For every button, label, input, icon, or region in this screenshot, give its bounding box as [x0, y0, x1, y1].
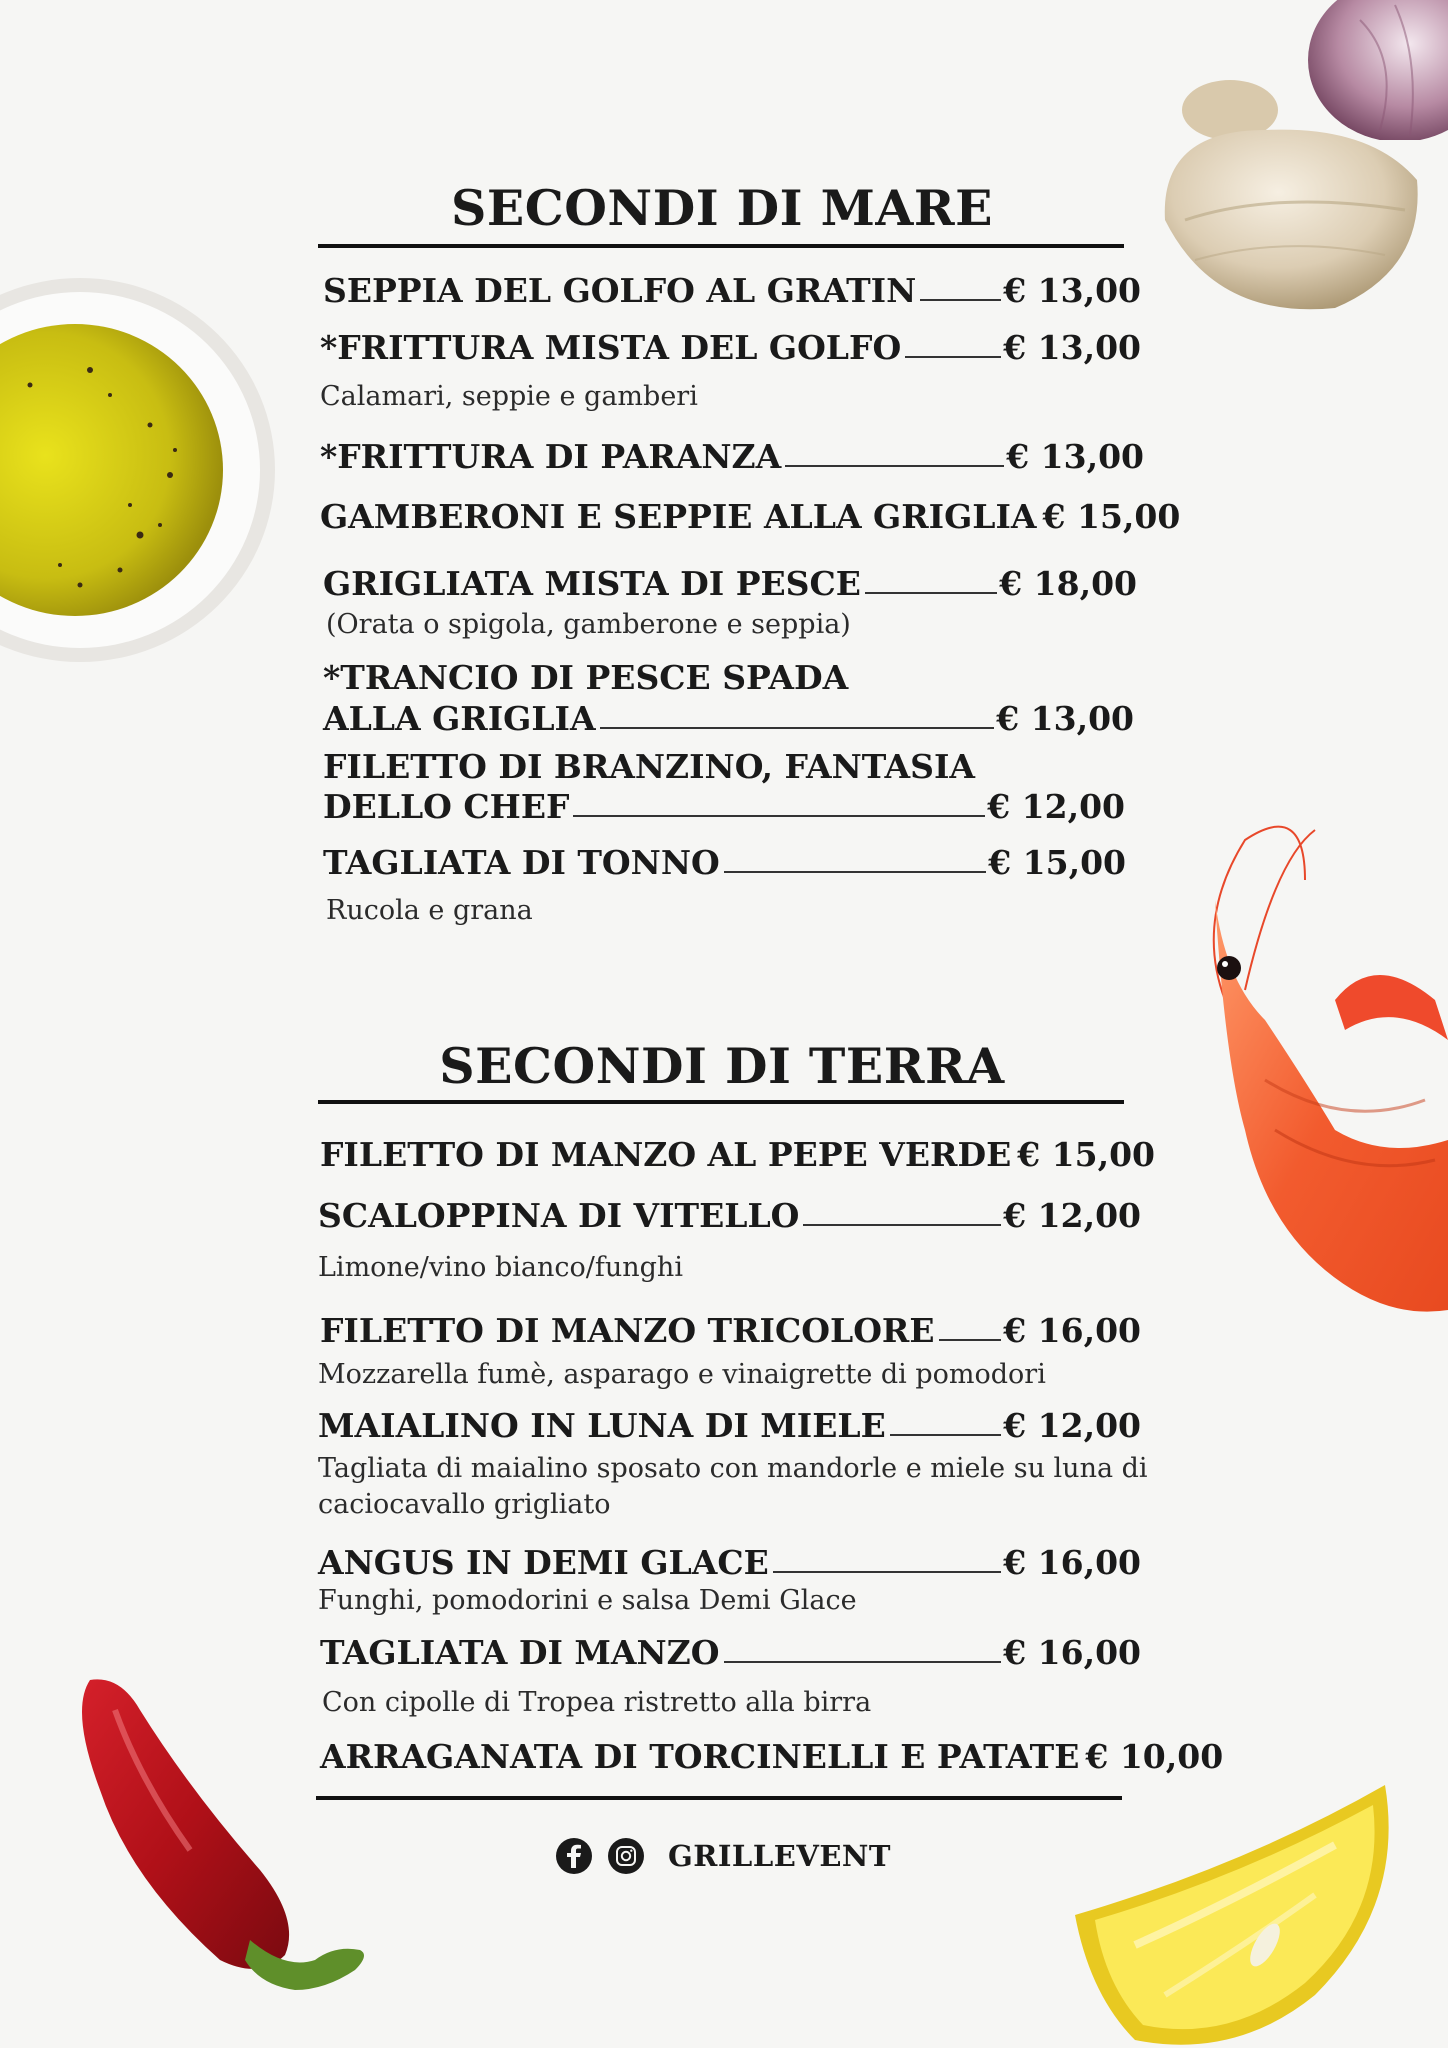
- menu-item: [320, 1737, 1224, 1776]
- item-name: MAIALINO IN LUNA DI MIELE: [318, 1406, 886, 1445]
- item-name: TAGLIATA DI MANZO: [320, 1633, 720, 1672]
- dotted-leader: [939, 1339, 1002, 1341]
- dotted-leader: [773, 1571, 1001, 1573]
- item-price: € 12,00: [987, 787, 1125, 826]
- menu-item: [323, 564, 1137, 603]
- item-name: *FRITTURA DI PARANZA: [320, 437, 782, 476]
- instagram-icon[interactable]: [608, 1838, 644, 1874]
- item-description: Limone/vino bianco/funghi: [318, 1252, 683, 1283]
- item-price: € 13,00: [996, 699, 1134, 738]
- lemon-image: [1075, 1785, 1395, 2048]
- menu-item: [318, 1406, 1141, 1445]
- item-description: (Orata o spigola, gamberone e seppia): [326, 609, 851, 640]
- item-price: € 13,00: [1003, 328, 1141, 367]
- item-name: FILETTO DI MANZO TRICOLORE: [320, 1311, 935, 1350]
- item-description: Calamari, seppie e gamberi: [320, 381, 698, 412]
- item-price: € 12,00: [1003, 1196, 1141, 1235]
- dotted-leader: [724, 871, 986, 873]
- dotted-leader: [905, 356, 1001, 358]
- item-name: GAMBERONI E SEPPIE ALLA GRIGLIA: [320, 497, 1037, 536]
- section-title-terra: SECONDI DI TERRA: [439, 1037, 1005, 1095]
- dotted-leader: [724, 1661, 1002, 1663]
- item-name: ANGUS IN DEMI GLACE: [318, 1543, 769, 1582]
- section-divider: [318, 244, 1124, 248]
- footer-divider: [316, 1796, 1122, 1800]
- item-price: € 16,00: [1003, 1311, 1141, 1350]
- item-description: Funghi, pomodorini e salsa Demi Glace: [318, 1585, 857, 1616]
- menu-item: [323, 843, 1126, 882]
- menu-item: [320, 1633, 1141, 1672]
- menu-item: [323, 787, 1125, 826]
- section-divider: [318, 1100, 1124, 1104]
- item-description: Mozzarella fumè, asparago e vinaigrette di pomodori: [318, 1359, 1046, 1390]
- menu-item: [320, 328, 1141, 367]
- item-price: € 18,00: [999, 564, 1137, 603]
- shrimp-image: [1185, 800, 1448, 1320]
- item-price: € 16,00: [1003, 1633, 1141, 1672]
- item-name: SCALOPPINA DI VITELLO: [318, 1196, 800, 1235]
- menu-item: [320, 1135, 1156, 1174]
- menu-item: [320, 497, 1181, 536]
- item-name: GRIGLIATA MISTA DI PESCE: [323, 564, 861, 603]
- item-description-line2: caciocavallo grigliato: [318, 1489, 611, 1520]
- item-name-line1: FILETTO DI BRANZINO, FANTASIA: [323, 747, 975, 786]
- dotted-leader: [573, 815, 985, 817]
- dotted-leader: [803, 1224, 1001, 1226]
- menu-item: [318, 1543, 1141, 1582]
- mushroom-image: [1155, 70, 1425, 320]
- olive-oil-bowl-image: [0, 275, 280, 665]
- item-description: Rucola e grana: [326, 895, 533, 926]
- menu-item: [323, 699, 1134, 738]
- item-name: TAGLIATA DI TONNO: [323, 843, 720, 882]
- facebook-icon[interactable]: [556, 1838, 592, 1874]
- dotted-leader: [865, 592, 997, 594]
- item-price: € 15,00: [988, 843, 1126, 882]
- item-name: SEPPIA DEL GOLFO AL GRATIN: [323, 271, 917, 310]
- chili-pepper-image: [70, 1670, 380, 2010]
- menu-item: [318, 1196, 1141, 1235]
- item-price: € 12,00: [1003, 1406, 1141, 1445]
- item-price: € 15,00: [1017, 1135, 1156, 1174]
- item-name-line1: *TRANCIO DI PESCE SPADA: [323, 658, 849, 697]
- dotted-leader: [785, 465, 1004, 467]
- item-name: *FRITTURA MISTA DEL GOLFO: [320, 328, 902, 367]
- item-price: € 15,00: [1042, 497, 1181, 536]
- dotted-leader: [920, 299, 1001, 301]
- dotted-leader: [890, 1434, 1001, 1436]
- item-name: ARRAGANATA DI TORCINELLI E PATATE: [320, 1737, 1080, 1776]
- item-description: Con cipolle di Tropea ristretto alla birra: [322, 1687, 872, 1718]
- footer: [556, 1836, 891, 1876]
- item-name: FILETTO DI MANZO AL PEPE VERDE: [320, 1135, 1012, 1174]
- menu-item: [320, 1311, 1141, 1350]
- item-price: € 13,00: [1003, 271, 1141, 310]
- item-price: € 10,00: [1085, 1737, 1224, 1776]
- item-price: € 13,00: [1006, 437, 1144, 476]
- dotted-leader: [600, 727, 995, 729]
- item-name-line2: DELLO CHEF: [323, 787, 570, 826]
- brand-name: GRILLEVENT: [668, 1839, 892, 1873]
- item-name-line2: ALLA GRIGLIA: [323, 699, 596, 738]
- menu-item: [323, 271, 1141, 310]
- item-description-line1: Tagliata di maialino sposato con mandorle e miele su luna di: [318, 1453, 1148, 1484]
- section-title-mare: SECONDI DI MARE: [451, 179, 993, 237]
- item-price: € 16,00: [1003, 1543, 1141, 1582]
- menu-item: [320, 437, 1144, 476]
